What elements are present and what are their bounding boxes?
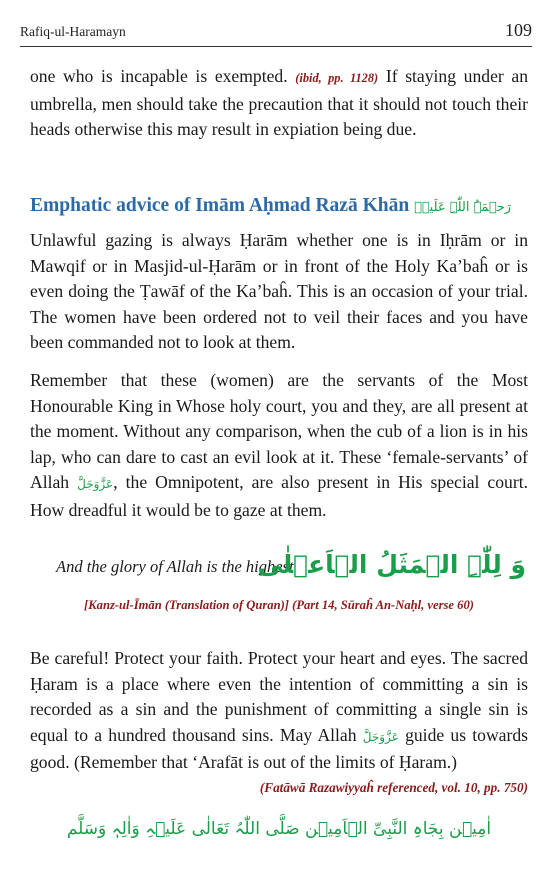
section-heading-text: Emphatic advice of Imām Aḥmad Razā Khān [30,195,410,216]
page-number: 109 [505,20,532,40]
fatawa-citation: (Fatāwā Razawiyyaĥ referenced, vol. 10, pp. 750) [259,780,528,795]
paragraph-1-text-a: one who is incapable is exempted. [30,66,296,86]
inline-arabic-honorific-2: عَزَّوَجَلَّ [362,729,399,744]
quran-quote [56,550,528,590]
paragraph-3-text-a: Remember that these (women) are the servants of the Most Honourable King in Whose holy court, you and they, are all present at the moment. Without any comparison, when the cub of a lion is in his lap, who can dare to cast an evil look at it. These ‘female-servants’ of Allah [30,370,528,492]
page-header [20,18,532,47]
paragraph-1-text-b: If staying under an umbrella, men should take the precaution that it should not touch their heads otherwise this may result in expiation being due. [30,66,528,139]
quote-arabic-verse: وَ لِلّٰہِ الۡمَثَلُ الۡاَعۡلٰی [257,550,526,579]
paragraph-2: Unlawful gazing is always Ḥarām whether one is in Iḥrām or in Mawqif or in Masjid-ul-Ḥarām or in front of the Holy Ka’baĥ or is even doing the Ṭawāf of the Ka’baĥ. This is an occasion of your trial. The women have been ordered not to veil their faces and you have been commanded not to look at them. [30,230,528,352]
inline-arabic-honorific: عَزَّوَجَلَّ [77,477,114,491]
quote-translation: And the glory of Allah is the highest [56,557,294,576]
heading-arabic-honorific: رَحۡمَۃُ اللّٰہِ عَلَیۡہ [414,200,512,215]
paragraph-3-text-b: , the Omnipotent, are also present in His special court. How dreadful it would be to gaze at them. [30,472,528,520]
paragraph-4 [30,646,528,776]
running-title: Rafiq-ul-Haramayn [20,24,126,39]
paragraph-4-text-a: Be careful! Protect your faith. Protect your heart and eyes. The sacred Ḥaram is a place where even the intention of committing a sin is recorded as a sin and the punishment of committing a single sin is equal to a hundred thousand sins. May Allah [30,648,528,745]
paragraph-3 [30,368,528,523]
closing-dua-arabic: اٰمِیۡن بِجَاہِ النَّبِیِّ الۡاَمِیۡن صَلَّی اللّٰہُ تَعَالٰی عَلَیۡہِ وَاٰلِہٖ وَسَلَّم [66,819,492,839]
paragraph-1 [30,64,528,143]
quote-citation: [Kanz-ul-Īmān (Translation of Quran)] (Part 14, Sūraĥ An-Naḥl, verse 60) [84,598,474,612]
inline-reference: (ibid, pp. 1128) [295,71,379,85]
paragraph-4-text-b: guide us towards good. (Remember that ‘Arafāt is out of the limits of Ḥaram.) [30,724,528,772]
section-heading [30,195,530,217]
